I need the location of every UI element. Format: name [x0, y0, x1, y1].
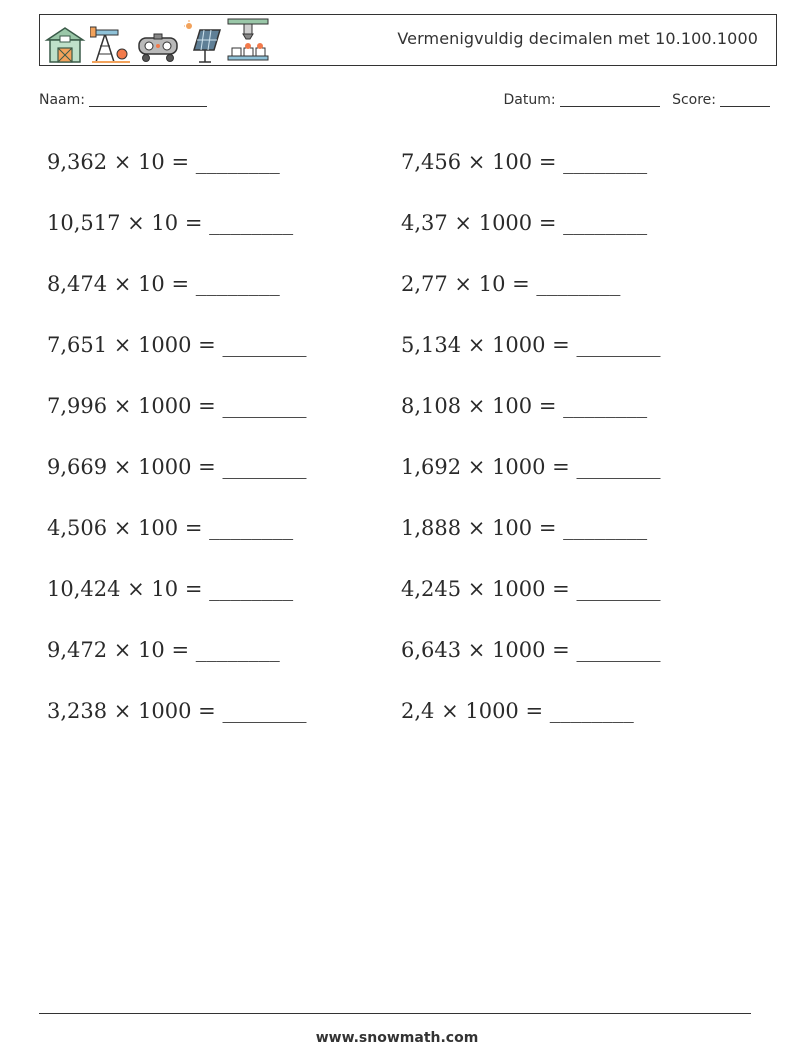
problem-item: 4,37 × 1000 = ________: [401, 211, 648, 235]
problem-item: 6,643 × 1000 = ________: [401, 638, 661, 662]
date-label: Datum:: [503, 92, 556, 108]
problem-item: 9,669 × 1000 = ________: [47, 455, 307, 479]
date-blank[interactable]: [560, 106, 660, 107]
date-score-fields: [504, 92, 770, 108]
tank-car-icon: [136, 24, 180, 64]
score-blank[interactable]: [720, 106, 770, 107]
name-label: Naam:: [39, 92, 85, 108]
oil-pump-icon: [90, 24, 132, 64]
worksheet-header: [39, 14, 777, 66]
problem-item: 7,996 × 1000 = ________: [47, 394, 307, 418]
problem-item: 10,424 × 10 = ________: [47, 577, 294, 601]
problem-item: 10,517 × 10 = ________: [47, 211, 294, 235]
problem-item: 8,474 × 10 = ________: [47, 272, 280, 296]
problem-item: 7,456 × 100 = ________: [401, 150, 648, 174]
problem-item: 4,245 × 1000 = ________: [401, 577, 661, 601]
footer-divider: [39, 1013, 751, 1014]
problem-item: 9,362 × 10 = ________: [47, 150, 280, 174]
solar-panel-icon: [184, 20, 222, 64]
name-blank[interactable]: [89, 106, 207, 107]
problem-item: 7,651 × 1000 = ________: [47, 333, 307, 357]
footer-site[interactable]: www.snowmath.com: [315, 1030, 479, 1046]
problem-item: 4,506 × 100 = ________: [47, 516, 294, 540]
header-icons: [44, 18, 270, 64]
barn-icon: [44, 24, 86, 64]
problem-item: 1,692 × 1000 = ________: [401, 455, 661, 479]
name-field: [39, 92, 207, 108]
problem-item: 5,134 × 1000 = ________: [401, 333, 661, 357]
factory-machine-icon: [226, 18, 270, 64]
problem-item: 8,108 × 100 = ________: [401, 394, 648, 418]
score-label: Score:: [672, 92, 716, 108]
worksheet-title: Vermenigvuldig decimalen met 10.100.1000: [397, 29, 758, 48]
problem-item: 2,4 × 1000 = ________: [401, 699, 634, 723]
problem-item: 2,77 × 10 = ________: [401, 272, 621, 296]
problem-item: 9,472 × 10 = ________: [47, 638, 280, 662]
problem-item: 3,238 × 1000 = ________: [47, 699, 307, 723]
problem-item: 1,888 × 100 = ________: [401, 516, 648, 540]
